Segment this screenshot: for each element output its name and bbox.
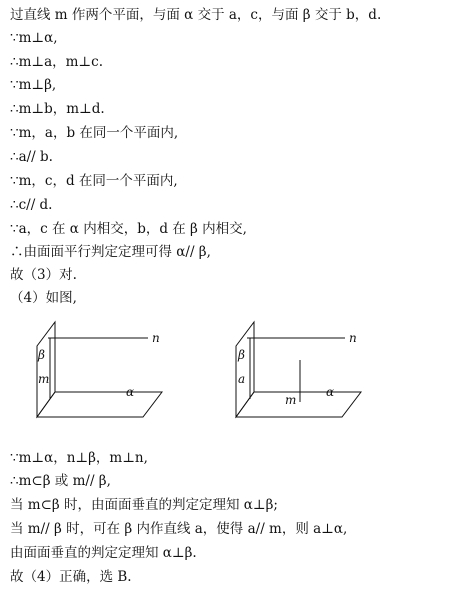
text-line: ∴m⊥b，m⊥d. <box>10 101 105 117</box>
text-line: ∵m⊥α, <box>10 30 58 46</box>
text-line: 故（4）正确，选 B. <box>10 569 132 585</box>
label-n: n <box>152 331 160 345</box>
plane-beta <box>236 322 254 417</box>
figure-right <box>236 322 361 417</box>
label-n: n <box>349 331 357 345</box>
figure-left <box>37 322 162 417</box>
plane-alpha <box>37 392 162 417</box>
text-line: ∵m⊥β, <box>10 77 57 93</box>
label-beta: β <box>238 348 245 362</box>
plane-beta <box>37 322 55 417</box>
text-line: （4）如图, <box>10 290 77 306</box>
text-line: ∴c// d. <box>10 197 53 213</box>
text-line: ∵a，c 在 α 内相交，b，d 在 β 内相交, <box>10 221 247 237</box>
text-line: ∵m，a，b 在同一个平面内, <box>10 125 179 141</box>
label-alpha: α <box>126 385 135 399</box>
text-line: 当 m⊂β 时，由面面垂直的判定定理知 α⊥β; <box>10 497 278 513</box>
plane-alpha <box>236 392 361 417</box>
text-line: ∴a// b. <box>10 149 53 165</box>
text-line: ∴m⊥a，m⊥c. <box>10 54 103 70</box>
text-line: ∴由面面平行判定定理可得 α// β, <box>10 244 211 260</box>
text-line: ∵m，c，d 在同一个平面内, <box>10 173 178 189</box>
text-line: ∵m⊥α，n⊥β，m⊥n, <box>10 450 148 466</box>
label-m: m <box>285 393 297 407</box>
geometry-figure <box>0 316 462 431</box>
text-line: 当 m// β 时，可在 β 内作直线 a，使得 a// m，则 a⊥α, <box>10 521 348 537</box>
text-line: 由面面垂直的判定定理知 α⊥β. <box>10 545 197 561</box>
label-a: a <box>238 372 246 386</box>
label-beta: β <box>38 348 45 362</box>
label-m: m <box>38 372 50 386</box>
text-line: 故（3）对. <box>10 267 77 283</box>
text-line: 过直线 m 作两个平面，与面 α 交于 a，c，与面 β 交于 b，d. <box>10 7 382 23</box>
text-line: ∴m⊂β 或 m// β, <box>10 473 111 489</box>
label-alpha: α <box>326 385 335 399</box>
